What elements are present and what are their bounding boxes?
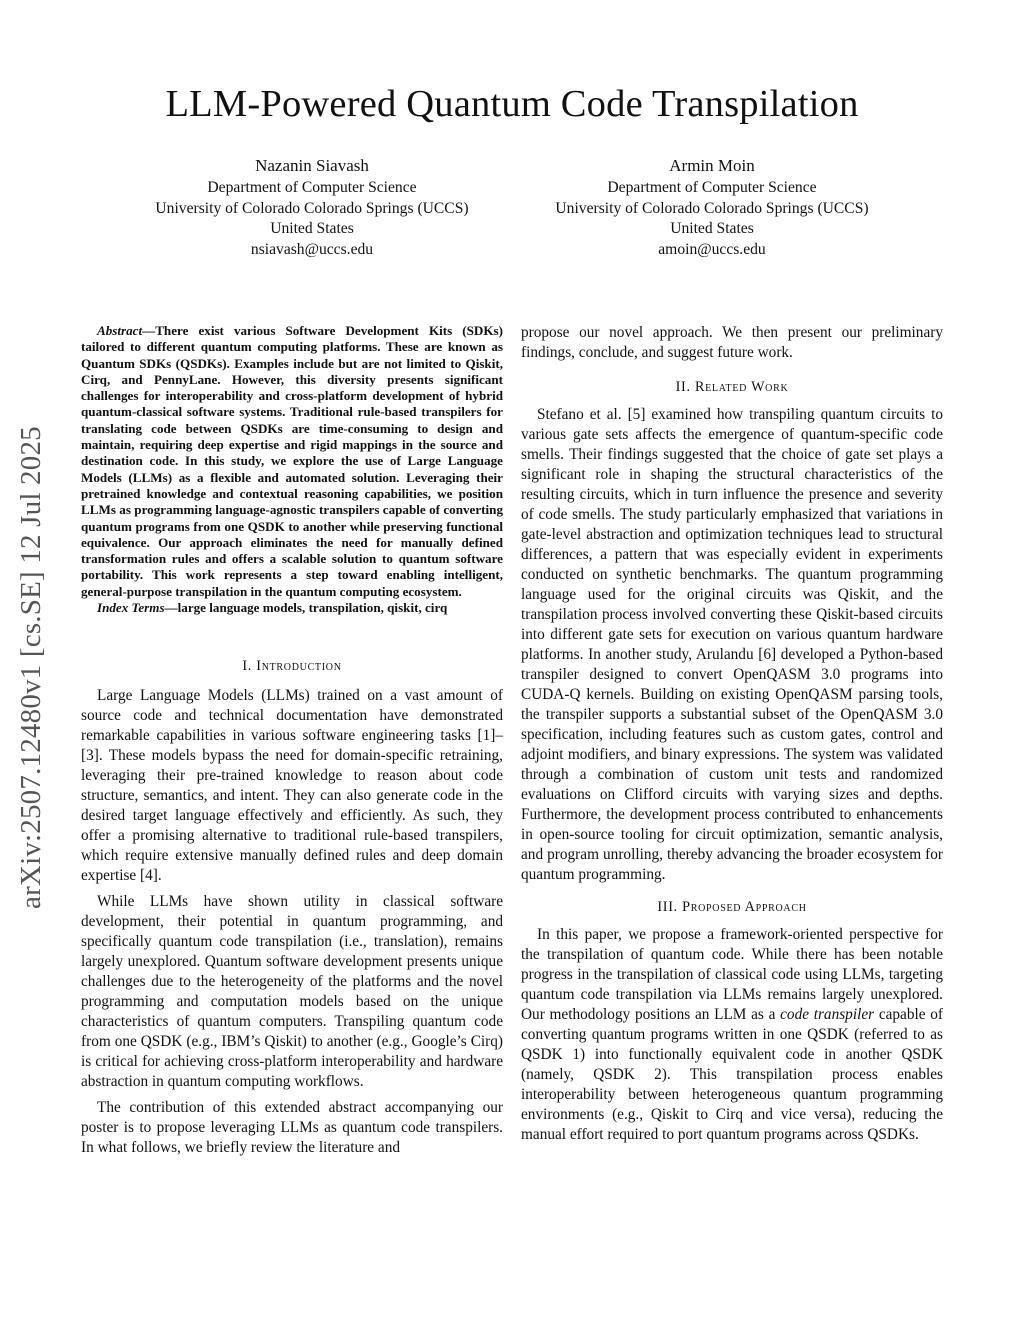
author-block-1: [102, 154, 522, 260]
author-university: University of Colorado Colorado Springs (UCCS): [155, 199, 469, 217]
abstract-text: There exist various Software Development Kits (SDKs) tailored to different quantum computing platforms. These are known as Quantum SDKs (QSDKs). Examples include but are not limited to Qiskit, Cirq, and PennyLane. However, this diversity presents significant challenges for interoperability and cross-platform development of hybrid quantum-classical software systems. Traditional rule-based transpilers for translating code between QSDKs are time-consuming to design and maintain, requiring deep expertise and rigid mappings in the source and destination code. In this study, we explore the use of Large Language Models (LLMs) as a flexible and automated solution. Leveraging their pretrained knowledge and contextual reasoning capabilities, we position LLMs as programming language-agnostic transpilers capable of converting quantum programs from one QSDK to another while preserving functional equivalence. Our approach eliminates the need for manually defined transformation rules and offers a scalable solution to quantum software portability. This work represents a step toward enabling intelligent, general-purpose transpilation in the quantum computing ecosystem.: [81, 323, 503, 599]
intro-paragraph-2: While LLMs have shown utility in classical software development, their potential in quantum programming, and specifically quantum code transpilation (i.e., translation), remains largely unexplored. Quantum software development presents unique challenges due to the heterogeneity of the platforms and the novel programming and computation models based on the unique characteristics of quantum computers. Transpiling quantum code from one QSDK (e.g., IBM’s Qiskit) to another (e.g., Google’s Cirq) is critical for achieving cross-platform interoperability and hardware abstraction in quantum computing workflows.: [81, 893, 503, 1091]
approach-text-a: In this paper, we propose a framework-oriented perspective for the transpilation of quantum code. While there has been notable progress in the transpilation of classical code using LLMs, targeting quantum code transpilation via LLMs remains largely unexplored. Our methodology positions an LLM as a: [521, 926, 943, 1023]
index-terms: Index Terms—large language models, transpilation, qiskit, cirq: [97, 600, 448, 616]
approach-paragraph: [521, 925, 943, 1145]
author-name: Nazanin Siavash: [255, 156, 369, 175]
author-email: nsiavash@uccs.edu: [250, 240, 374, 258]
abstract: Abstract—There exist various Software Development Kits (SDKs) tailored to different quantum computing platforms. These are known as Quantum SDKs (QSDKs). Examples include but are not limited to Qiskit, Cirq, and PennyLane. However, this diversity presents significant challenges for interoperability and cross-platform development of hybrid quantum-classical software systems. Traditional rule-based transpilers for translating code between QSDKs are time-consuming to design and maintain, requiring deep expertise and rigid mappings in the source and destination code. In this study, we explore the use of Large Language Models (LLMs) as a flexible and automated solution. Leveraging their pretrained knowledge and contextual reasoning capabilities, we position LLMs as programming language-agnostic transpilers capable of converting quantum programs from one QSDK to another while preserving functional equivalence. Our approach eliminates the need for manually defined transformation rules and offers a scalable solution to quantum software portability. This work represents a step toward enabling intelligent, general-purpose transpilation in the quantum computing ecosystem.: [81, 323, 503, 599]
section-heading-proposed-approach: III. Proposed Approach: [657, 899, 807, 915]
author-country: United States: [270, 220, 354, 237]
section-heading-introduction: I. Introduction: [242, 658, 342, 675]
abstract-label: Abstract: [97, 323, 143, 338]
approach-text-b: capable of converting quantum programs written in one QSDK (referred to as QSDK 1) into functionally equivalent code in another QSDK (namely, QSDK 2). This transpilation process enables interoperability between heterogeneous quantum programming environments (e.g., Qiskit to Cirq and vice versa), reducing the manual effort required to port quantum programs across QSDKs.: [521, 1006, 943, 1143]
intro-paragraph-1: Large Language Models (LLMs) trained on a vast amount of source code and technical documentation have demonstrated remarkable capabilities in various software engineering tasks [1]–[3]. These models bypass the need for domain-specific retraining, leveraging their pre-trained knowledge to reason about code structure, semantics, and intent. They can also generate code in the desired target language effectively and efficiently. As such, they offer a promising alternative to traditional rule-based transpilers, which require extensive manually defined rules and deep domain expertise [4].: [81, 687, 503, 885]
left-column: [81, 323, 503, 1158]
author-department: Department of Computer Science: [607, 179, 817, 196]
right-column: [521, 323, 943, 1145]
paper-title: LLM-Powered Quantum Code Transpilation: [165, 83, 859, 125]
arxiv-identifier: arXiv:2507.12480v1 [cs.SE] 12 Jul 2025: [15, 426, 47, 910]
index-terms-text: large language models, transpilation, qiskit, cirq: [177, 600, 448, 616]
author-university: University of Colorado Colorado Springs (UCCS): [555, 199, 869, 217]
author-block-2: [502, 154, 922, 260]
index-terms-label: Index Terms: [97, 600, 165, 616]
author-name: Armin Moin: [669, 156, 755, 175]
author-email: amoin@uccs.edu: [658, 240, 766, 258]
intro-paragraph-3-continued: propose our novel approach. We then present our preliminary findings, conclude, and suggest future work.: [521, 324, 943, 361]
section-heading-related-work: II. Related Work: [675, 379, 789, 395]
approach-emphasis: code transpiler: [780, 1006, 875, 1023]
related-work-paragraph: Stefano et al. [5] examined how transpiling quantum circuits to various gate sets affects the emergence of quantum-specific code smells. Their findings suggested that the choice of gate set plays a significant role in shaping the structural characteristics of the resulting circuits, which in turn influence the presence and severity of code smells. The study particularly emphasized that variations in gate-level abstraction and optimization techniques lead to structural differences, a pattern that was especially evident in experiments conducted on synthetic benchmarks. The quantum programming language used for the original circuits was Qiskit, and the transpilation process involved converting these Qiskit-based circuits into different gate sets for execution on various quantum hardware platforms. In another study, Arulandu [6] developed a Python-based transpiler designed to convert OpenQASM 3.0 programs into CUDA-Q kernels. Building on existing OpenQASM parsing tools, the transpiler supports a substantial subset of the OpenQASM 3.0 specification, including features such as custom gates, control and adjoint modifiers, and binary expressions. The system was validated through a combination of custom unit tests and randomized evaluations on Clifford circuits with varying sizes and depths. Furthermore, the development process contributed to enhancements in open-source tooling for circuit optimization, semantic analysis, and program unrolling, thereby advancing the broader ecosystem for quantum programming.: [521, 406, 943, 883]
author-department: Department of Computer Science: [207, 179, 417, 196]
intro-paragraph-3: The contribution of this extended abstract accompanying our poster is to propose leveraging LLMs as quantum code transpilers. In what follows, we briefly review the literature and: [81, 1099, 503, 1157]
author-country: United States: [670, 220, 754, 237]
